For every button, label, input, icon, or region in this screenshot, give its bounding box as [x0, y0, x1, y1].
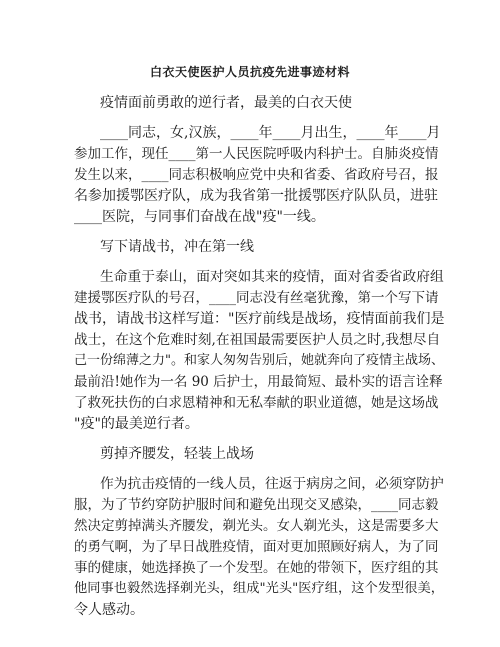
paragraph-line: 最前沿!她作为一名 90 后护士，用最简短、最朴实的语言诠释	[74, 374, 443, 390]
paragraph-line: 了救死扶伤的白求恩精神和无私奉献的职业道德，她是这场战	[74, 395, 439, 411]
paragraph-line: 然决定剪掉满头齐腰发，剃光头。女人剃光头，这是需要多大	[74, 518, 439, 534]
paragraph-line: 作为抗击疫情的一线人员，往返于病房之间，必须穿防护	[100, 476, 444, 492]
paragraph-line: 己一份绵薄之力"。和家人匆匆告别后，她就奔向了疫情主战场、	[74, 353, 444, 368]
paragraph-line: 生命重于泰山，面对突如其来的疫情，面对省委省政府组	[100, 269, 444, 285]
paragraph-line: 名参加援鄂医疗队，成为我省第一批援鄂医疗队队员，进驻	[74, 188, 438, 204]
section-heading: 剪掉齐腰发，轻装上战场	[100, 446, 254, 462]
paragraph-line: ____同志，女,汉族，____年____月出生，____年____月	[100, 125, 441, 141]
paragraph-line: 建援鄂医疗队的号召，____同志没有丝毫犹豫，第一个写下请	[74, 290, 439, 306]
paragraph-line: 战士，在这个危难时刻,在祖国最需要医护人员之时,我想尽自	[74, 332, 441, 348]
paragraph-line: 事的健康，她选择换了一个发型。在她的带领下，医疗组的其	[74, 560, 439, 576]
paragraph-line: 令人感动。	[74, 602, 144, 618]
paragraph-line: 他同事也毅然选择剃光头，组成"光头"医疗组，这个发型很美，	[74, 581, 444, 596]
document-title: 白衣天使医护人员抗疫先进事迹材料	[149, 65, 350, 79]
paragraph-line: 战书，请战书这样写道："医疗前线是战场，疫情面前我们是	[74, 311, 444, 327]
paragraph-line: 发生以来，____同志积极响应党中央和省委、省政府号召，报	[74, 167, 439, 183]
section-heading: 写下请战书，冲在第一线	[100, 239, 254, 255]
paragraph-line: ____医院，与同事们奋战在战"疫"一线。	[74, 209, 325, 225]
paragraph-line: 的勇气啊，为了早日战胜疫情，面对更加照顾好病人，为了同	[74, 539, 439, 555]
subtitle: 疫情面前勇敢的逆行者，最美的白衣天使	[100, 95, 352, 111]
paragraph-line: 服，为了节约穿防护服时间和避免出现交叉感染，____同志毅	[74, 497, 439, 513]
paragraph-line: "疫"的最美逆行者。	[74, 416, 199, 432]
paragraph-line: 参加工作，现任____第一人民医院呼吸内科护士。自肺炎疫情	[74, 146, 439, 162]
